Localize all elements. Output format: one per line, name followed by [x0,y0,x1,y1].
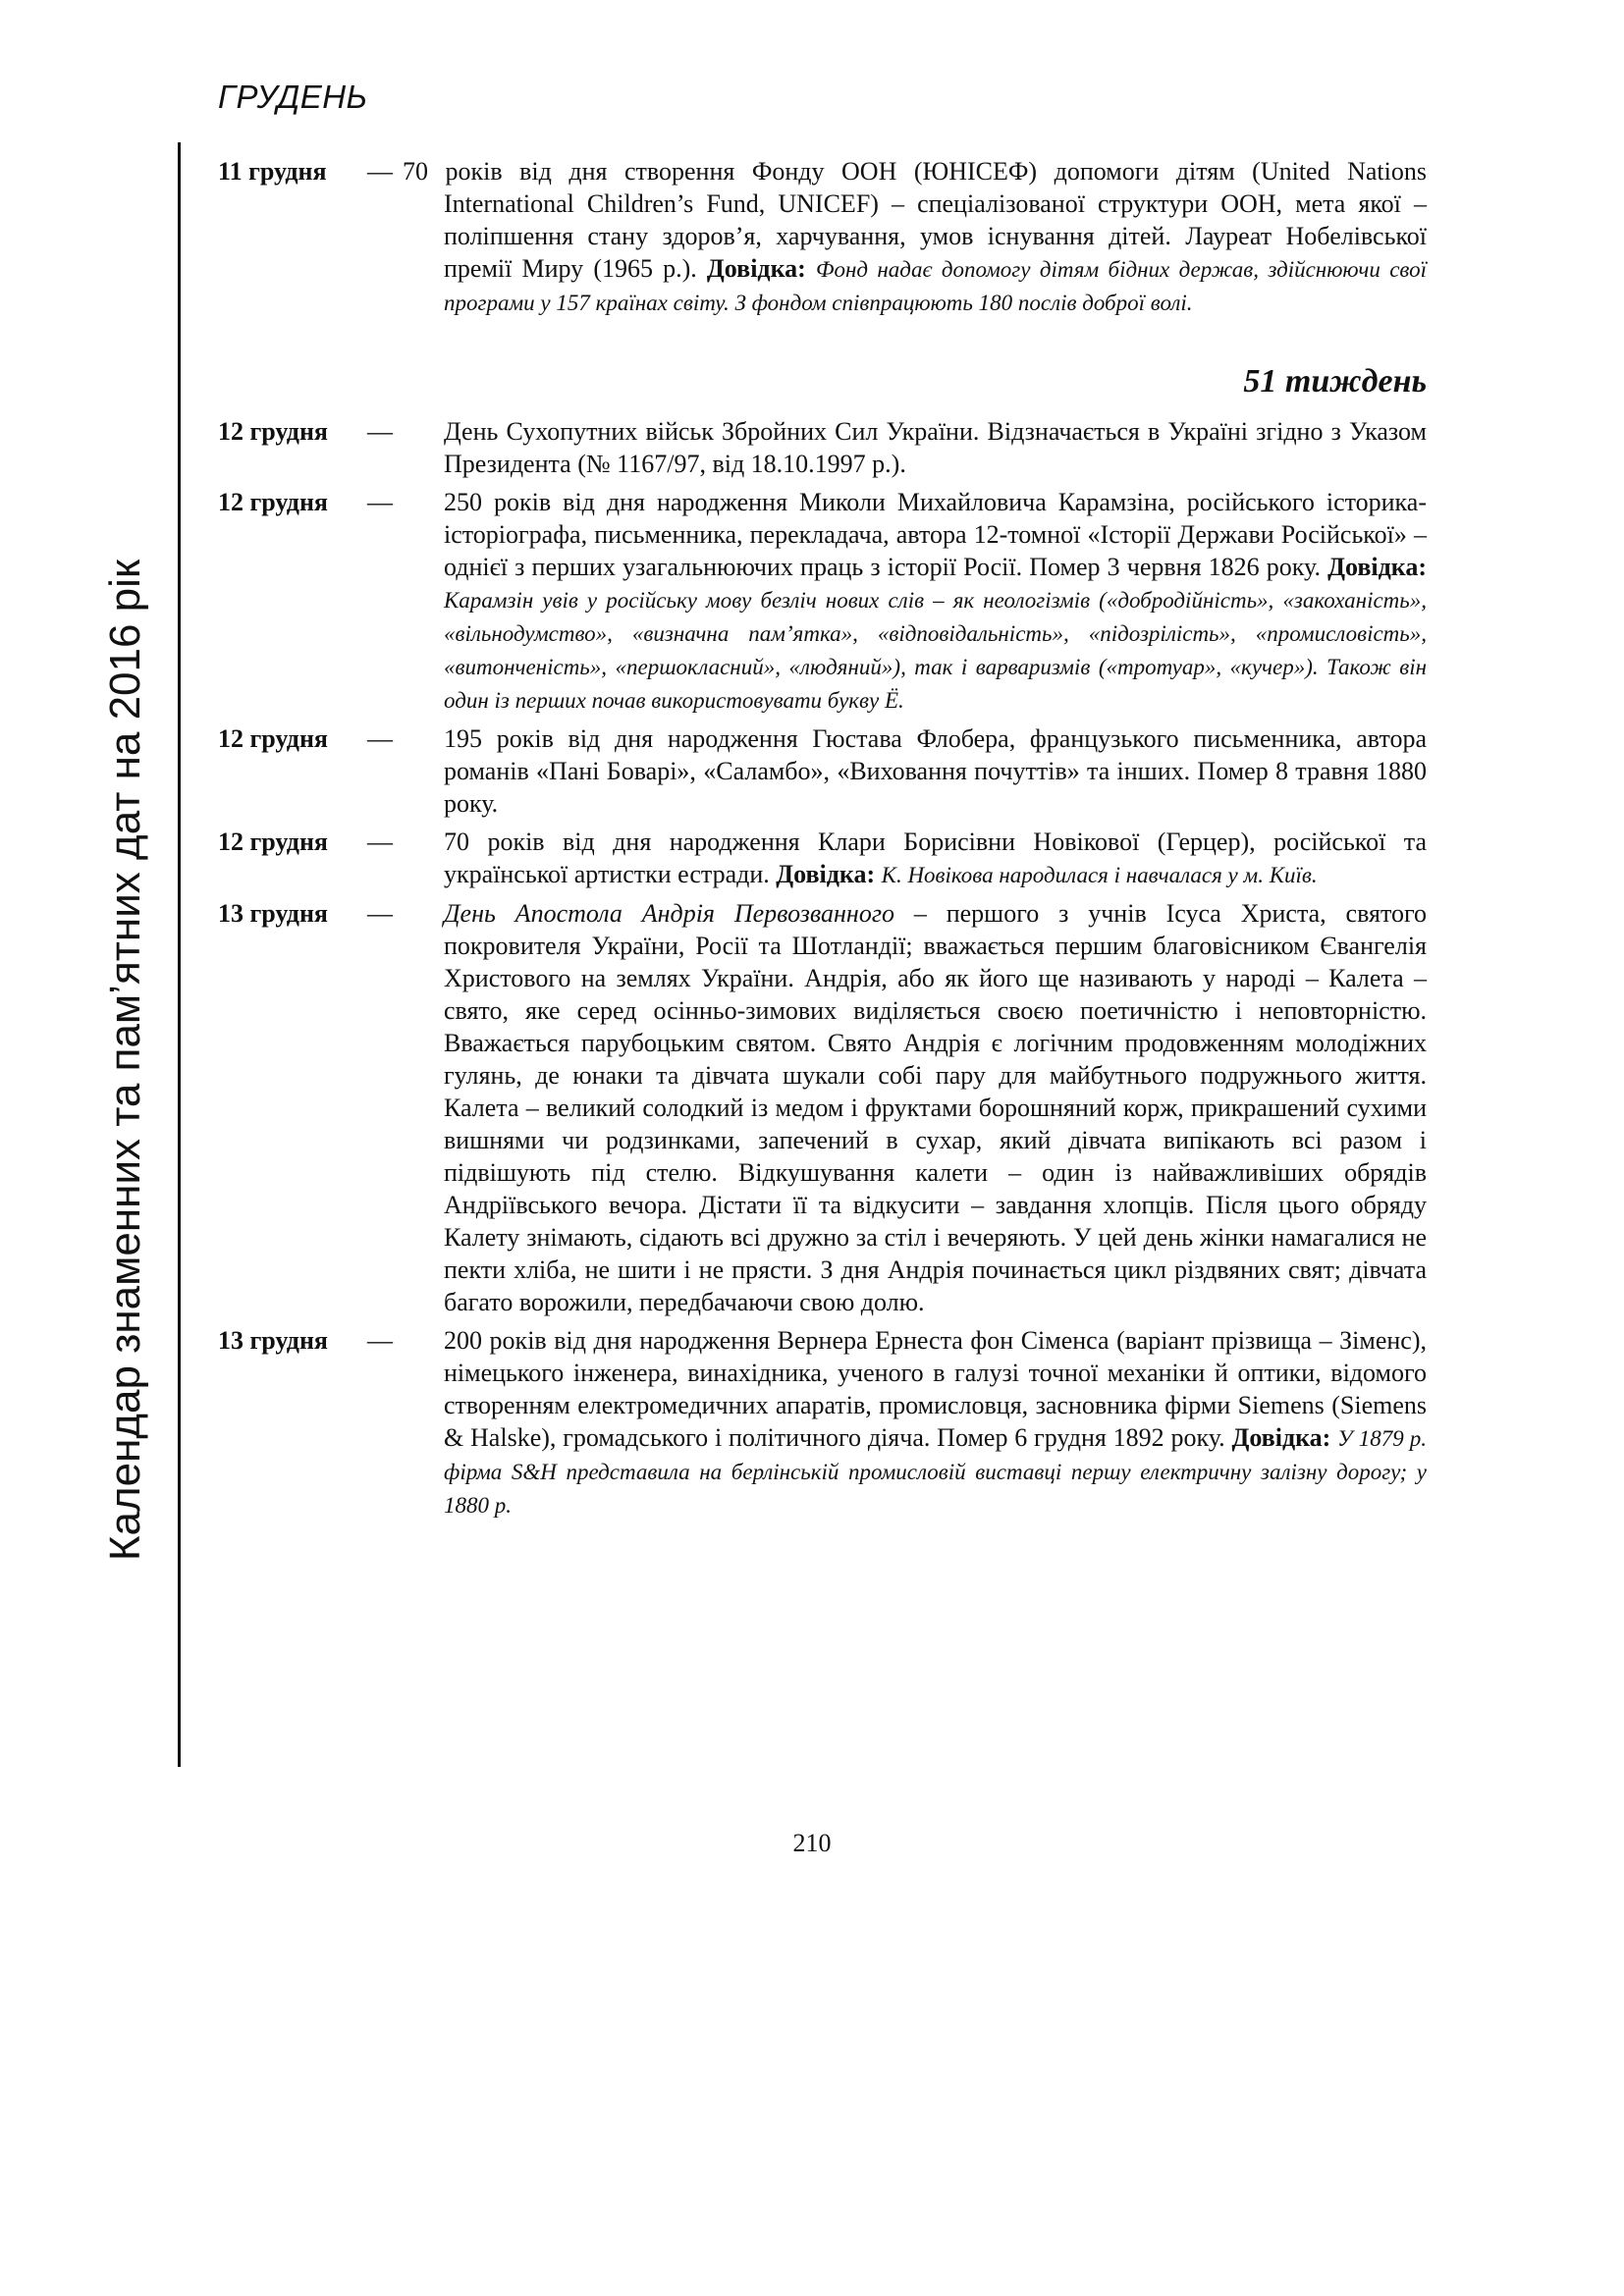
entry-note-label: Довідка: [776,860,876,888]
entry-text: 195 років від дня народження Гюстава Флобера, французького письменника, автора романів «Пані Боварі», «Саламбо», «Виховання почуттів» та інших. Помер 8 травня 1880 року. [444,724,1427,818]
calendar-entry [218,826,1427,891]
calendar-entry [218,415,1427,480]
entry-text: – першого з учнів Ісуса Христа, святого покровителя України, Росії та Шотландії; вважається першим благовісником Євангелія Христового на землях України. Андрія, або як його ще називають у народі – Калета – свято, яке серед осінньо-зимових виділяється своєю поетичністю і неповторністю. Вважається парубоцьким святом. Свято Андрія є логічним продовженням молодіжних гулянь, де юнаки та дівчата шукали собі пару для майбутнього подружнього життя. Калета – великий солодкий із медом і фруктами борошняний корж, прикрашений сухими вишнями чи родзинками, запечений в сухар, який дівчата випікають всі разом і підвішують під стелю. Відкушування калети – один із найважливіших обрядів Андріївського вечора. Дістати її та відкусити – завдання хлопців. Після цього обряду Калету знімають, сідають всі дружно за стіл і вечеряють. У цей день жінки намагалися не пекти хліба, не шити і не прясти. З дня Андрія починається цикл різдвяних свят; дівчата багато ворожили, передбачаючи свою долю. [444,899,1427,1316]
entry-text: 70 років від дня створення Фонду ООН (ЮНІСЕФ) допомоги дітям (United Nations International Children’s Fund, UNICEF) – спеціалізованої структури ООН, мета якої – поліпшення стану здоров’я, харчування, умов існування дітей. Лауреат Нобелівської премії Миру (1965 р.). [403,157,1427,283]
calendar-entry [218,155,1427,319]
entry-dash: — [367,828,393,856]
entry-dash: — [367,724,393,753]
entry-dash: — [367,157,393,186]
running-header-month: ГРУДЕНЬ [218,79,368,115]
entry-date: 12 грудня [218,724,328,753]
entry-note-label: Довідка: [706,254,806,283]
entry-date: 12 грудня [218,417,328,446]
calendar-entry [218,722,1427,820]
entry-text: 70 років від дня народження Клари Борисівни Новікової (Герцер), російської та української артистки естради. [444,828,1427,888]
week-heading: 51 тиждень [1243,363,1427,400]
page-content [218,155,1427,1527]
entry-dash: — [367,488,393,516]
entry-dash: — [367,899,393,928]
calendar-entry [218,897,1427,1318]
side-book-title: Календар знаменних та пам’ятних дат на 2016 рік [101,559,149,1562]
entry-date: 11 грудня [218,157,327,186]
entry-note: У 1879 р. фірма S&H представила на берлінській промисловій виставці першу електричну залізну дорогу; у 1880 р. [444,1426,1427,1518]
entry-text: 200 років від дня народження Вернера Ернеста фон Сіменса (варіант прізвища – Зіменс), німецького інженера, винахідника, ученого в галузі точної механіки й оптики, відомого створенням електромедичних апаратів, промисловця, засновника фірми Siemens (Siemens & Halske), громадського і політичного діяча. Помер 6 грудня 1892 року. [444,1326,1427,1452]
entry-date: 13 грудня [218,1326,328,1355]
entry-dash: — [367,417,393,446]
entry-note: Фонд надає допомогу дітям бідних держав, здійснюючи свої програми у 157 країнах світу. З фондом співпрацюють 180 послів доброї волі. [444,257,1427,315]
entry-date: 12 грудня [218,488,328,516]
entry-note: К. Новікова народилася і навчалася у м. Київ. [881,863,1318,887]
entry-date: 12 грудня [218,828,328,856]
entry-date: 13 грудня [218,899,328,928]
entry-note-label: Довідка: [1327,553,1428,581]
calendar-entry [218,1324,1427,1522]
entry-text: 250 років від дня народження Миколи Михайловича Карамзіна, російського історика-історіографа, письменника, перекладача, автора 12-томної «Історії Держави Російської» – однієї з перших узагальнюючих праць з історії Росії. Помер 3 червня 1826 року. [444,488,1427,581]
entry-holiday-name: День Апостола Андрія Первозванного [444,899,894,928]
entry-text: День Сухопутних військ Збройних Сил України. Відзначається в Україні згідно з Указом Президента (№ 1167/97, від 18.10.1997 р.). [444,417,1427,478]
entry-note-label: Довідка: [1231,1423,1331,1452]
page-number: 210 [792,1829,832,1857]
entry-note: Карамзін увів у російську мову безліч нових слів – як неологізмів («добродійність», «закоханість», «вільнодумство», «визначна пам’ятка», «відповідальність», «підозрілість», «промисловість», «витонченість», «першокласний», «людяний»), так і варваризмів («тротуар», «кучер»). Також він один із перших почав використовувати букву Ё. [444,588,1427,713]
side-rule [178,142,181,1767]
calendar-entry [218,486,1427,717]
entry-dash: — [367,1326,393,1355]
